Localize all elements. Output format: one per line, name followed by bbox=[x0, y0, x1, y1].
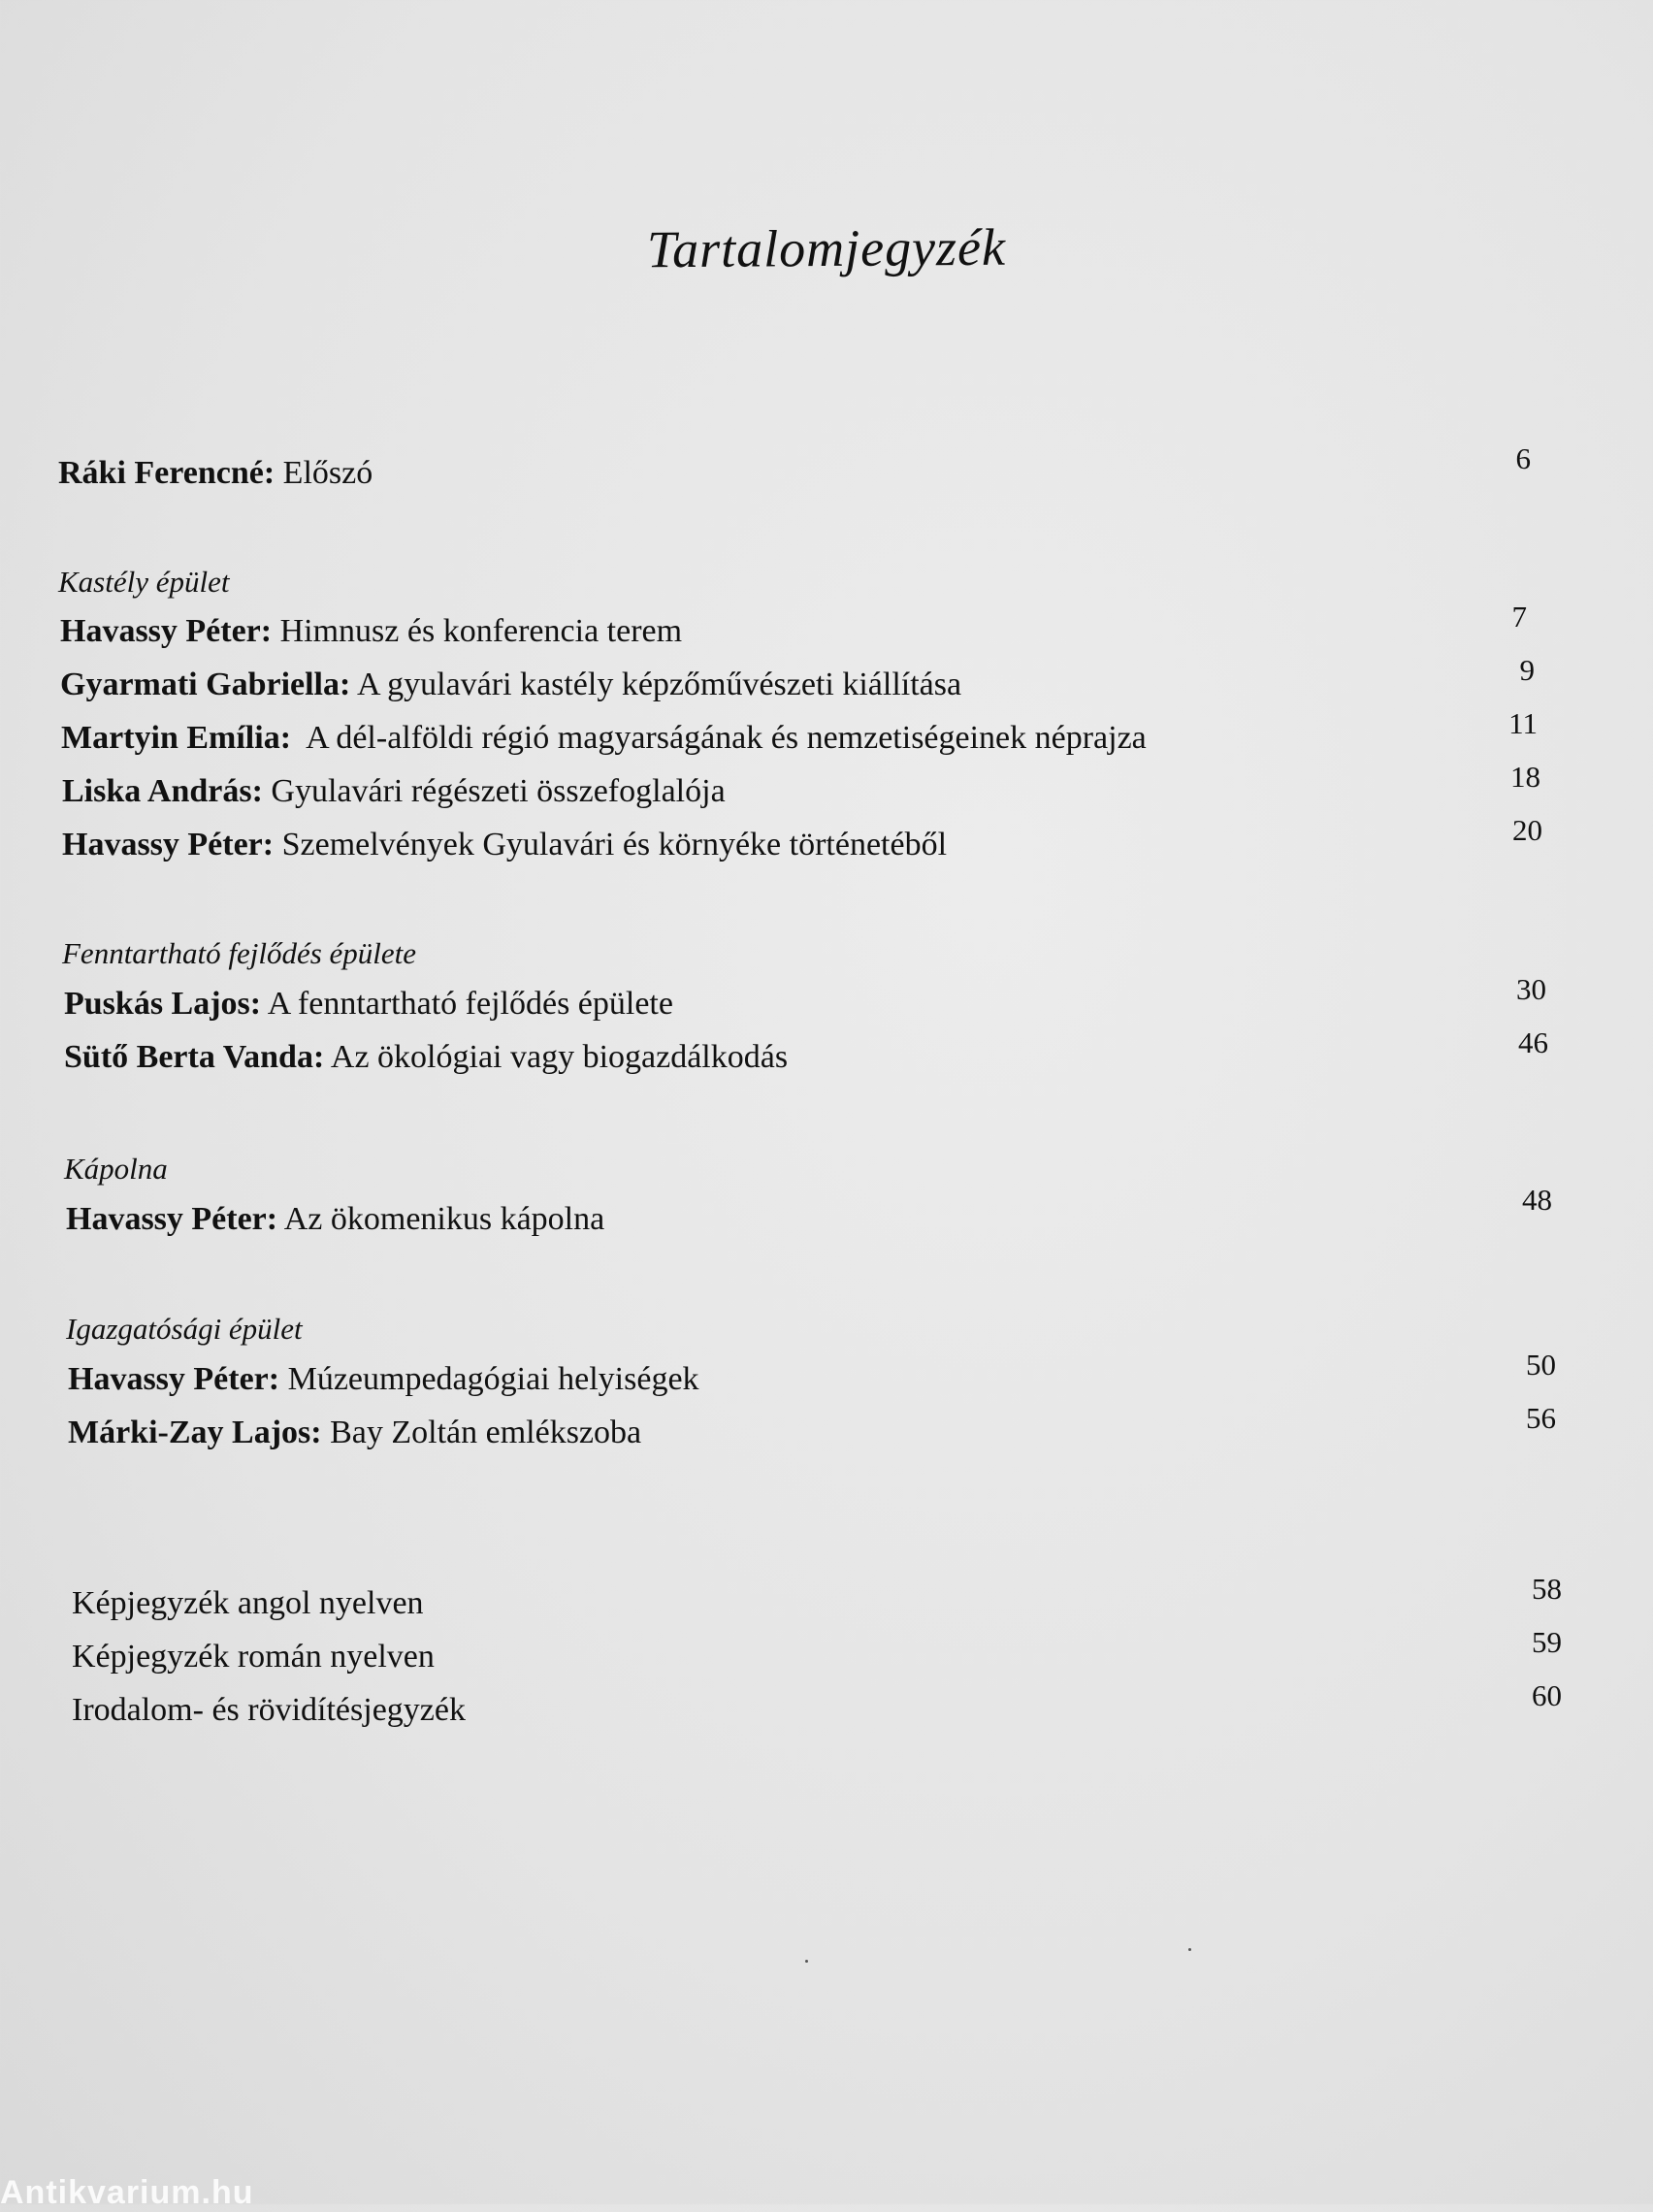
toc-entry-title: Gyulavári régészeti összefoglalója bbox=[271, 773, 726, 809]
toc-entry-author: Gyarmati Gabriella: bbox=[60, 667, 351, 702]
section-heading-igazgatosagi: Igazgatósági épület bbox=[66, 1312, 303, 1346]
toc-entry-page: 46 bbox=[1518, 1025, 1548, 1059]
toc-entry-text bbox=[66, 1201, 604, 1238]
toc-entry-text bbox=[58, 455, 373, 492]
section-heading-kapolna: Kápolna bbox=[64, 1152, 168, 1186]
toc-entry bbox=[60, 653, 1612, 711]
section-heading-kastely: Kastély épület bbox=[58, 565, 230, 599]
toc-entry-page: 9 bbox=[1519, 653, 1535, 687]
toc-entry-page: 18 bbox=[1510, 760, 1540, 794]
toc-entry-title: Képjegyzék angol nyelven bbox=[72, 1585, 424, 1621]
toc-entry-text bbox=[60, 613, 682, 650]
toc-entry-text bbox=[62, 773, 726, 810]
toc-entry bbox=[62, 813, 1614, 871]
toc-entry-author: Sütő Berta Vanda: bbox=[64, 1039, 325, 1075]
toc-entry-title: Szemelvények Gyulavári és környéke történetéből bbox=[281, 827, 948, 862]
toc-entry bbox=[62, 760, 1614, 818]
toc-entry-page: 20 bbox=[1512, 813, 1542, 847]
paper-speck bbox=[805, 1960, 808, 1963]
toc-entry-title: Himnusz és konferencia terem bbox=[279, 613, 683, 649]
toc-entry-author: Márki-Zay Lajos: bbox=[68, 1415, 322, 1450]
toc-entry-page: 60 bbox=[1532, 1678, 1562, 1712]
toc-entry-author: Puskás Lajos: bbox=[64, 986, 262, 1022]
toc-entry-author: Havassy Péter: bbox=[60, 613, 273, 649]
toc-entry-text bbox=[60, 667, 961, 703]
toc-entry bbox=[68, 1348, 1620, 1406]
toc-entry-title: A dél-alföldi régió magyarságának és nemzetiségeinek néprajza bbox=[306, 720, 1147, 756]
toc-entry-title: Múzeumpedagógiai helyiségek bbox=[287, 1361, 699, 1397]
toc-entry-text bbox=[68, 1415, 641, 1451]
toc-entry-page: 59 bbox=[1532, 1625, 1562, 1659]
toc-entry-title: Az ökomenikus kápolna bbox=[283, 1201, 605, 1237]
toc-entry bbox=[60, 600, 1612, 658]
toc-appendix-entry bbox=[72, 1625, 1624, 1683]
toc-entry-page: 56 bbox=[1526, 1401, 1556, 1435]
page-title: Tartalomjegyzék bbox=[646, 217, 1007, 279]
toc-entry bbox=[64, 1025, 1616, 1084]
toc-entry-page: 48 bbox=[1522, 1183, 1552, 1217]
toc-entry-author: Martyin Emília: bbox=[61, 720, 292, 756]
toc-entry-text bbox=[64, 986, 673, 1023]
toc-entry-title: Előszó bbox=[282, 455, 373, 491]
paper-speck bbox=[1188, 1948, 1191, 1951]
toc-entry-title: Irodalom- és rövidítésjegyzék bbox=[72, 1692, 466, 1728]
toc-entry-author: Havassy Péter: bbox=[62, 827, 275, 862]
toc-entry-text bbox=[62, 827, 947, 863]
toc-entry-title: Képjegyzék román nyelven bbox=[72, 1639, 435, 1675]
toc-entry-text bbox=[68, 1361, 699, 1398]
toc-entry-page: 50 bbox=[1526, 1348, 1556, 1382]
toc-entry-author: Havassy Péter: bbox=[68, 1361, 280, 1397]
watermark-text: Antikvarium.hu bbox=[0, 2174, 254, 2211]
toc-entry bbox=[66, 1183, 1618, 1246]
toc-entry bbox=[64, 972, 1616, 1030]
toc-entry-page: 6 bbox=[1515, 441, 1531, 475]
toc-entry-author: Liska András: bbox=[62, 773, 263, 809]
toc-entry-page: 58 bbox=[1532, 1572, 1562, 1606]
toc-entry bbox=[61, 706, 1613, 764]
toc-entry bbox=[68, 1401, 1620, 1459]
toc-entry-title: Az ökológiai vagy biogazdálkodás bbox=[330, 1039, 789, 1075]
section-heading-fenntarthato: Fenntartható fejlődés épülete bbox=[62, 936, 417, 970]
toc-entry-title: Bay Zoltán emlékszoba bbox=[330, 1415, 642, 1450]
toc-entry-preface bbox=[58, 441, 1610, 500]
toc-appendix-entry bbox=[72, 1678, 1624, 1737]
toc-entry-text bbox=[61, 720, 1147, 757]
toc-entry-page: 11 bbox=[1508, 706, 1538, 740]
toc-entry-page: 7 bbox=[1511, 600, 1527, 634]
toc-entry-text bbox=[64, 1039, 788, 1076]
toc-entry-author: Ráki Ferencné: bbox=[58, 455, 276, 491]
toc-entry-title: A gyulavári kastély képzőművészeti kiállítása bbox=[356, 667, 962, 702]
toc-appendix-entry bbox=[72, 1572, 1624, 1630]
toc-entry-page: 30 bbox=[1516, 972, 1546, 1006]
toc-entry-author: Havassy Péter: bbox=[66, 1201, 278, 1237]
toc-entry-title: A fenntartható fejlődés épülete bbox=[267, 986, 673, 1022]
